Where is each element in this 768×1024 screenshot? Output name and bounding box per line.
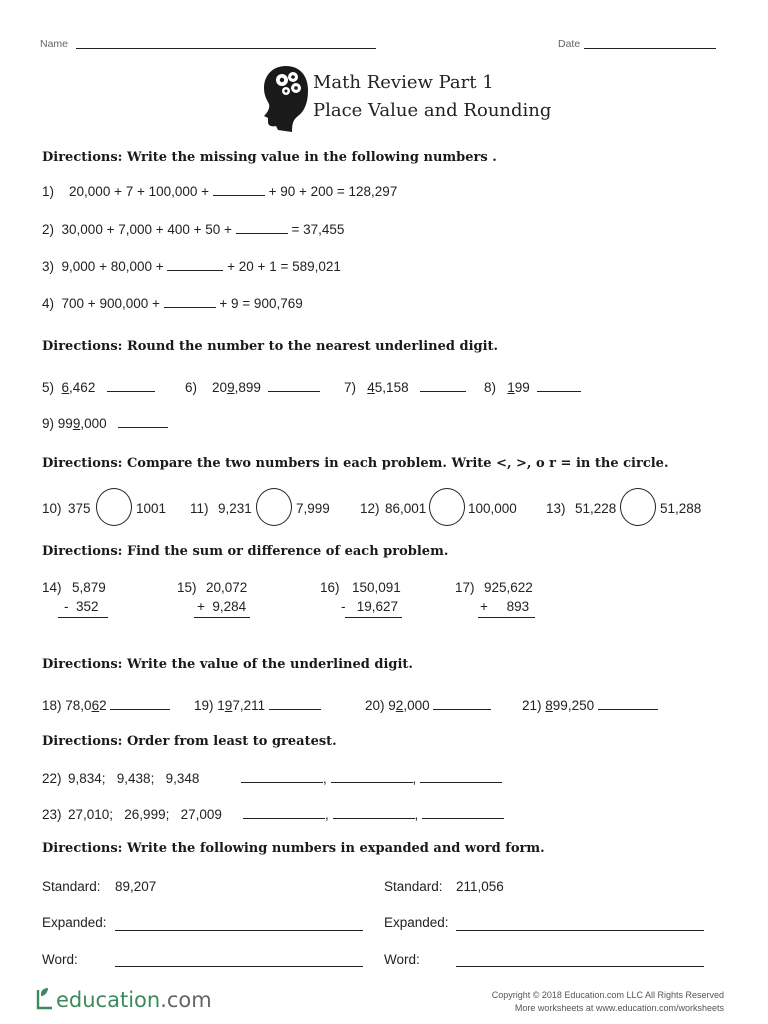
page-title-line2: Place Value and Rounding [313,100,552,121]
problem-10-b: 1001 [136,501,167,516]
problem-18: 18) 78,062 [42,698,170,713]
copyright-text: Copyright © 2018 Education.com LLC All Rights Reserved [491,990,724,1000]
standard-label-left: Standard: [42,879,101,894]
compare-circle[interactable] [429,488,465,526]
page-title-line1: Math Review Part 1 [313,72,494,93]
problem-10-num: 10) [42,501,62,516]
problem-4: 4) 700 + 900,000 + + 9 = 900,769 [42,296,303,311]
answer-blank[interactable] [213,194,265,196]
answer-blank[interactable] [236,232,288,234]
problem-16-num: 16) [320,580,340,595]
problem-15-bottom: + 9,284 [197,599,247,614]
answer-rule [58,617,108,618]
problem-23-numbers: 27,010; 26,999; 27,009 [68,807,222,822]
word-answer-right[interactable] [456,966,704,967]
more-worksheets-text: More worksheets at www.education.com/worksheets [514,1003,724,1013]
problem-12-num: 12) [360,501,380,516]
answer-blank[interactable] [420,390,466,392]
answer-rule [194,617,250,618]
problem-14-top: 5,879 [72,580,106,595]
answer-blank[interactable] [164,306,216,308]
compare-circle[interactable] [620,488,656,526]
word-label-right: Word: [384,952,420,967]
problem-17-num: 17) [455,580,475,595]
problem-13-b: 51,288 [660,501,702,516]
problem-17-top: 925,622 [484,580,533,595]
expanded-label-left: Expanded: [42,915,107,930]
answer-blank[interactable] [269,708,321,710]
problem-9: 9) 999,000 [42,416,168,431]
problem-11-num: 11) [190,501,209,516]
expanded-answer-right[interactable] [456,930,704,931]
problem-22-answers: , , [241,771,502,786]
education-logo: education.com [34,986,212,1012]
problem-16-top: 150,091 [352,580,401,595]
directions-order: Directions: Order from least to greatest. [42,734,337,749]
directions-rounding: Directions: Round the number to the nearest underlined digit. [42,339,499,354]
problem-1: 1) 20,000 + 7 + 100,000 + + 90 + 200 = 128,297 [42,184,398,199]
problem-14-bottom: - 352 [64,599,99,614]
standard-label-right: Standard: [384,879,443,894]
problem-11-b: 7,999 [296,501,330,516]
problem-7: 7) 45,158 [344,380,466,395]
problem-13-a: 51,228 [575,501,617,516]
problem-14-num: 14) [42,580,62,595]
problem-5: 5) 6,462 [42,380,155,395]
problem-20: 20) 92,000 [365,698,491,713]
answer-blank[interactable] [598,708,658,710]
problem-22-numbers: 9,834; 9,438; 9,348 [68,771,200,786]
education-leaf-icon [34,986,56,1012]
compare-circle[interactable] [96,488,132,526]
problem-15-num: 15) [177,580,197,595]
date-field[interactable] [584,48,716,49]
problem-12-b: 100,000 [468,501,517,516]
answer-blank[interactable] [433,708,491,710]
answer-blank[interactable] [167,269,223,271]
problem-6: 6) 209,899 [185,380,320,395]
problem-23-answers: , , [243,807,504,822]
directions-compare: Directions: Compare the two numbers in each problem. Write <, >, o r = in the circle. [42,456,669,471]
standard-value-right: 211,056 [456,879,504,894]
standard-value-left: 89,207 [115,879,157,894]
date-label: Date [558,38,581,50]
problem-3: 3) 9,000 + 80,000 + + 20 + 1 = 589,021 [42,259,341,274]
answer-blank[interactable] [422,817,504,819]
directions-expanded: Directions: Write the following numbers in expanded and word form. [42,841,545,856]
directions-sum-difference: Directions: Find the sum or difference of each problem. [42,544,449,559]
problem-17-bottom: + 893 [480,599,530,614]
problem-19: 19) 197,211 [194,698,321,713]
word-answer-left[interactable] [115,966,363,967]
expanded-label-right: Expanded: [384,915,449,930]
problem-10-a: 375 [68,501,91,516]
problem-23-num: 23) [42,807,62,822]
answer-rule [478,617,535,618]
expanded-answer-left[interactable] [115,930,363,931]
name-label: Name [40,38,69,50]
answer-blank[interactable] [420,781,502,783]
answer-blank[interactable] [537,390,581,392]
answer-blank[interactable] [118,426,168,428]
word-label-left: Word: [42,952,78,967]
answer-rule [345,617,402,618]
answer-blank[interactable] [268,390,320,392]
directions-value-digit: Directions: Write the value of the underlined digit. [42,657,413,672]
problem-13-num: 13) [546,501,566,516]
problem-22-num: 22) [42,771,62,786]
directions-missing-value: Directions: Write the missing value in the following numbers . [42,150,497,165]
problem-8: 8) 199 [484,380,581,395]
brain-gears-icon [262,64,310,132]
answer-blank[interactable] [333,817,415,819]
answer-blank[interactable] [241,781,323,783]
problem-16-bottom: - 19,627 [341,599,399,614]
answer-blank[interactable] [110,708,170,710]
problem-21: 21) 899,250 [522,698,658,713]
problem-12-a: 86,001 [385,501,427,516]
answer-blank[interactable] [331,781,413,783]
name-field[interactable] [76,48,376,49]
answer-blank[interactable] [107,390,155,392]
answer-blank[interactable] [243,817,325,819]
problem-15-top: 20,072 [206,580,248,595]
problem-11-a: 9,231 [218,501,252,516]
compare-circle[interactable] [256,488,292,526]
problem-2: 2) 30,000 + 7,000 + 400 + 50 + = 37,455 [42,222,345,237]
